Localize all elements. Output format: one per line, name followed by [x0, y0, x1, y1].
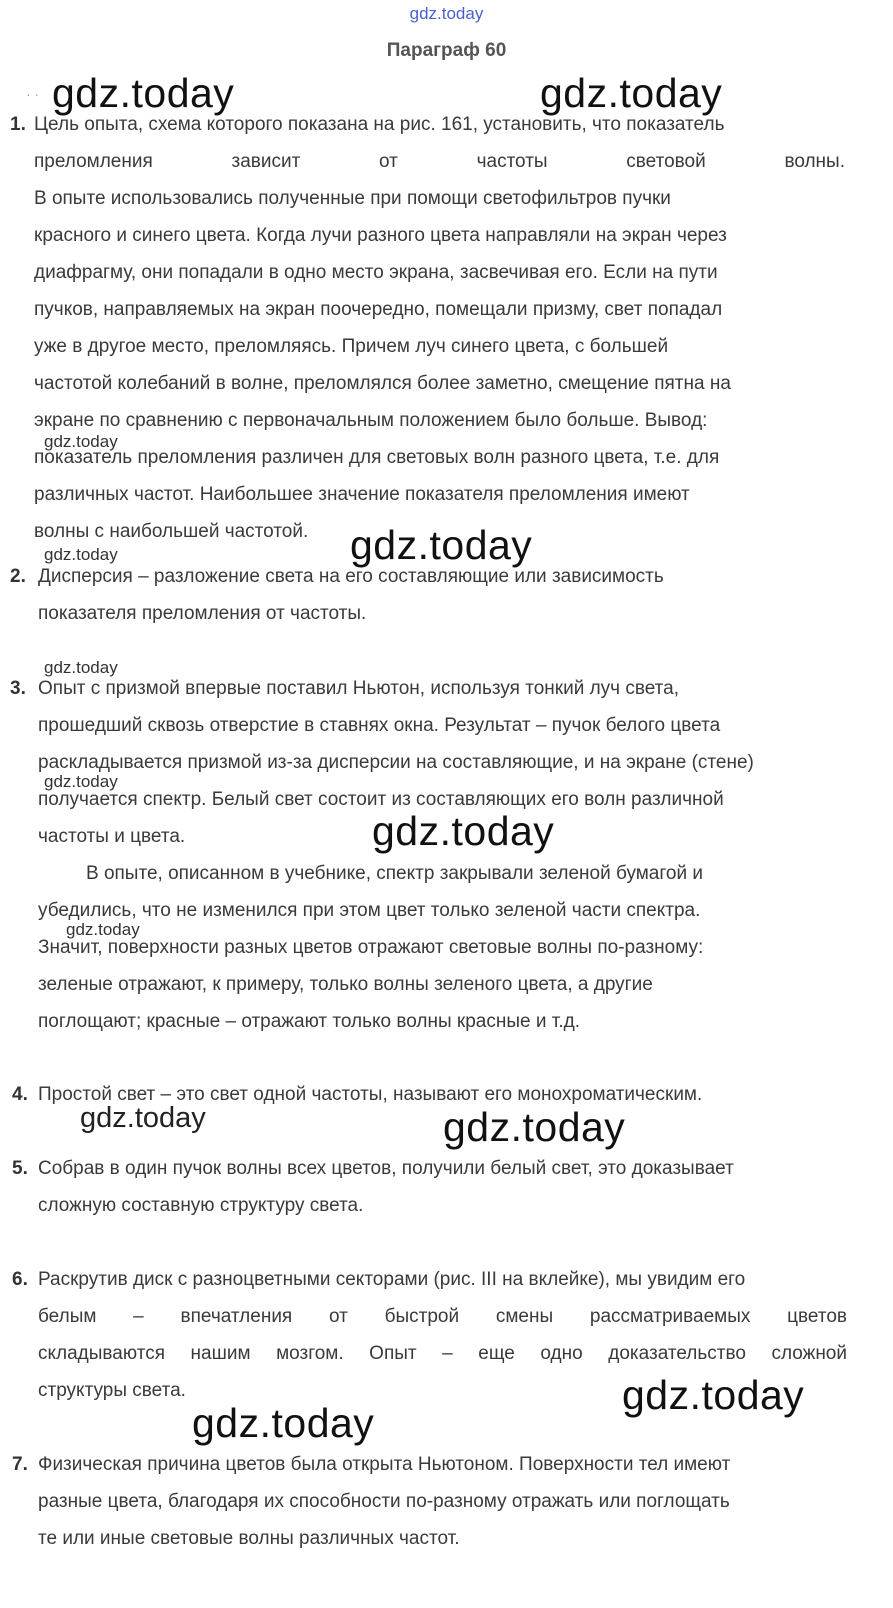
watermark-small: gdz.today: [66, 920, 140, 939]
text-line: пучков, направляемых на экран поочередно, помещали призму, свет попадал: [34, 299, 723, 320]
watermark-large: gdz.today: [372, 808, 555, 854]
watermark-medium: gdz.today: [80, 1102, 206, 1134]
watermark-small: gdz.today: [44, 658, 118, 677]
section-number: 7.: [12, 1454, 28, 1475]
section-number: 3.: [10, 678, 26, 699]
watermark-small: gdz.today: [44, 432, 118, 451]
text-line: Простой свет – это свет одной частоты, называют его монохроматическим.: [38, 1084, 703, 1105]
text-line: структуры света.: [38, 1380, 186, 1401]
text-line: В опыте использовались полученные при помощи светофильтров пучки: [34, 188, 671, 209]
text-line: Физическая причина цветов была открыта Ньютоном. Поверхности тел имеют: [38, 1454, 731, 1475]
text-line: показатель преломления различен для световых волн разного цвета, т.е. для: [34, 447, 720, 468]
text-line: сложную составную структуру света.: [38, 1195, 364, 1216]
text-line: показателя преломления от частоты.: [38, 603, 367, 624]
stray-mark: · ·: [26, 86, 40, 102]
text-line: Цель опыта, схема которого показана на рис. 161, установить, что показатель: [34, 114, 725, 135]
watermark-large: gdz.today: [622, 1372, 805, 1418]
text-line: зеленые отражают, к примеру, только волны зеленого цвета, а другие: [38, 974, 653, 995]
text-line: Значит, поверхности разных цветов отражают световые волны по-разному:: [38, 937, 704, 958]
text-line: получается спектр. Белый свет состоит из составляющих его волн различной: [38, 789, 724, 810]
watermark-small: gdz.today: [44, 545, 118, 564]
text-line: разные цвета, благодаря их способности по-разному отражать или поглощать: [38, 1491, 730, 1512]
text-line: складываются нашим мозгом. Опыт – еще одно доказательство сложной: [38, 1343, 847, 1364]
text-line: Опыт с призмой впервые поставил Ньютон, используя тонкий луч света,: [38, 678, 680, 699]
text-line: экране по сравнению с первоначальным положением было больше. Вывод:: [34, 410, 708, 431]
section-number: 2.: [10, 566, 26, 587]
watermark-small: gdz.today: [44, 772, 118, 791]
text-line: уже в другое место, преломляясь. Причем луч синего цвета, с большей: [34, 336, 669, 357]
text-line: частоты и цвета.: [38, 826, 186, 847]
section-number: 6.: [12, 1269, 28, 1290]
text-line: В опыте, описанном в учебнике, спектр закрывали зеленой бумагой и: [86, 863, 703, 884]
watermark-large: gdz.today: [350, 522, 533, 568]
text-line: те или иные световые волны различных частот.: [38, 1528, 460, 1549]
text-line: Собрав в один пучок волны всех цветов, получили белый свет, это доказывает: [38, 1158, 734, 1179]
text-line: различных частот. Наибольшее значение показателя преломления имеют: [34, 484, 690, 505]
text-line: поглощают; красные – отражают только волны красные и т.д.: [38, 1011, 581, 1032]
watermark-large: gdz.today: [443, 1104, 626, 1150]
text-line: Дисперсия – разложение света на его составляющие или зависимость: [38, 566, 664, 587]
section-number: 1.: [10, 114, 26, 135]
text-line: прошедший сквозь отверстие в ставнях окна. Результат – пучок белого цвета: [38, 715, 721, 736]
text-line: частотой колебаний в волне, преломлялся более заметно, смещение пятна на: [34, 373, 731, 394]
text-line: белым – впечатления от быстрой смены рассматриваемых цветов: [38, 1306, 847, 1327]
section-number: 4.: [12, 1084, 28, 1105]
watermark-large: gdz.today: [540, 70, 723, 116]
text-line: раскладывается призмой из-за дисперсии на составляющие, и на экране (стене): [38, 752, 754, 773]
text-line: красного и синего цвета. Когда лучи разного цвета направляли на экран через: [34, 225, 727, 246]
text-line: убедились, что не изменился при этом цвет только зеленой части спектра.: [38, 900, 701, 921]
top-watermark: gdz.today: [409, 4, 484, 23]
text-line: диафрагму, они попадали в одно место экрана, засвечивая его. Если на пути: [34, 262, 718, 283]
text-line: волны с наибольшей частотой.: [34, 521, 309, 542]
section-number: 5.: [12, 1158, 28, 1179]
text-line: преломления зависит от частоты световой волны.: [34, 151, 845, 172]
page-title: Параграф 60: [386, 40, 507, 61]
watermark-large: gdz.today: [52, 70, 235, 116]
watermark-large: gdz.today: [192, 1400, 375, 1446]
text-line: Раскрутив диск с разноцветными секторами (рис. III на вклейке), мы увидим его: [38, 1269, 746, 1290]
